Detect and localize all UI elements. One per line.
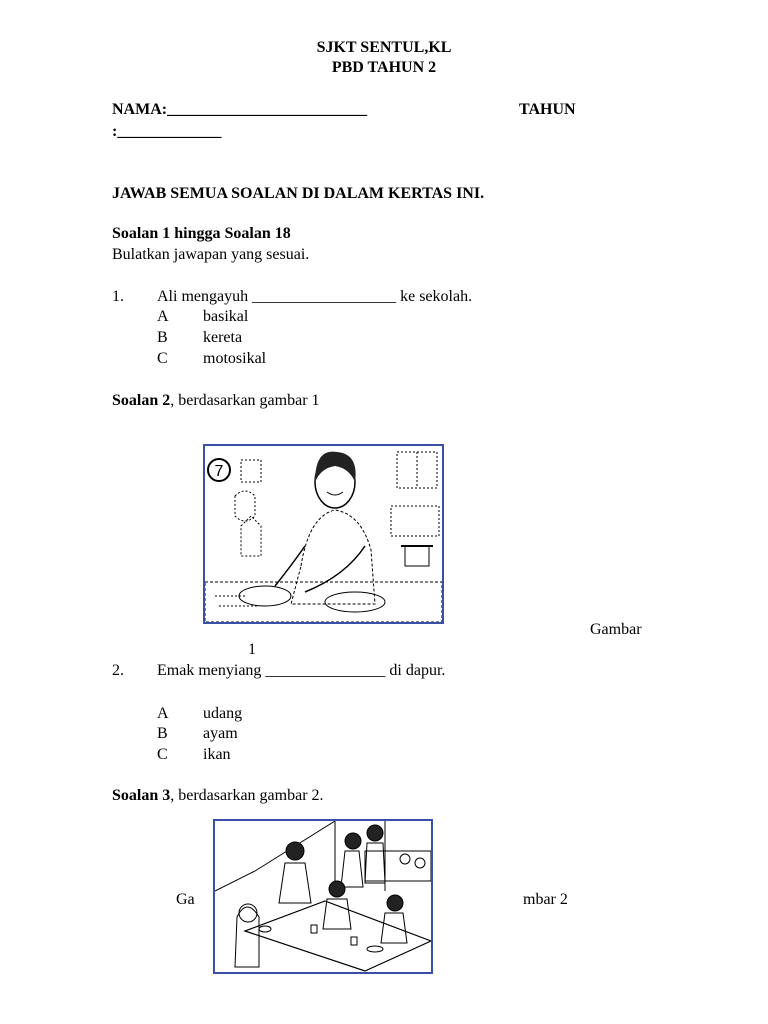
picture-2-caption-a: Ga <box>176 891 195 908</box>
option-b[interactable]: kereta <box>203 329 243 346</box>
intro-rest: , berdasarkan gambar 1 <box>170 392 320 409</box>
option-a[interactable]: basikal <box>203 308 249 325</box>
question-3-intro <box>112 786 324 806</box>
picture-1 <box>203 444 444 624</box>
section-instruction: Bulatkan jawapan yang sesuai. <box>112 246 310 263</box>
option-letter: B <box>157 329 168 346</box>
option-a[interactable]: udang <box>203 705 243 722</box>
kitchen-illustration <box>205 446 442 622</box>
badge-number: 7 <box>214 463 224 480</box>
intro-rest: , berdasarkan gambar 2. <box>170 787 324 804</box>
section-heading: Soalan 1 hingga Soalan 18 <box>112 225 291 242</box>
option-letter: B <box>157 725 168 742</box>
exam-title: PBD TAHUN 2 <box>331 59 437 76</box>
picture-2-caption-b: mbar 2 <box>523 891 568 908</box>
option-c[interactable]: motosikal <box>203 350 267 367</box>
question-number: 1. <box>112 288 124 305</box>
option-letter: C <box>157 350 168 367</box>
question-2-intro <box>112 391 320 411</box>
year-blank: :_____________ <box>112 123 222 140</box>
question-text: Emak menyiang _______________ di dapur. <box>157 662 446 679</box>
option-b[interactable]: ayam <box>203 725 238 742</box>
canteen-illustration <box>215 821 431 972</box>
picture-1-caption-a: Gambar <box>590 621 642 638</box>
school-name: SJKT SENTUL,KL <box>316 39 452 56</box>
intro-bold: Soalan 3 <box>112 787 171 804</box>
question-number: 2. <box>112 662 124 679</box>
option-c[interactable]: ikan <box>203 746 231 763</box>
option-letter: A <box>157 308 169 325</box>
question-text: Ali mengayuh __________________ ke sekolah. <box>157 288 473 305</box>
name-label: NAMA:_________________________ <box>112 101 368 118</box>
intro-bold: Soalan 2 <box>112 392 171 409</box>
general-instruction: JAWAB SEMUA SOALAN DI DALAM KERTAS INI. <box>112 185 485 202</box>
picture-2 <box>213 819 433 974</box>
option-letter: A <box>157 705 169 722</box>
option-letter: C <box>157 746 168 763</box>
year-label: TAHUN <box>519 101 576 118</box>
picture-1-caption-b: 1 <box>248 641 256 658</box>
